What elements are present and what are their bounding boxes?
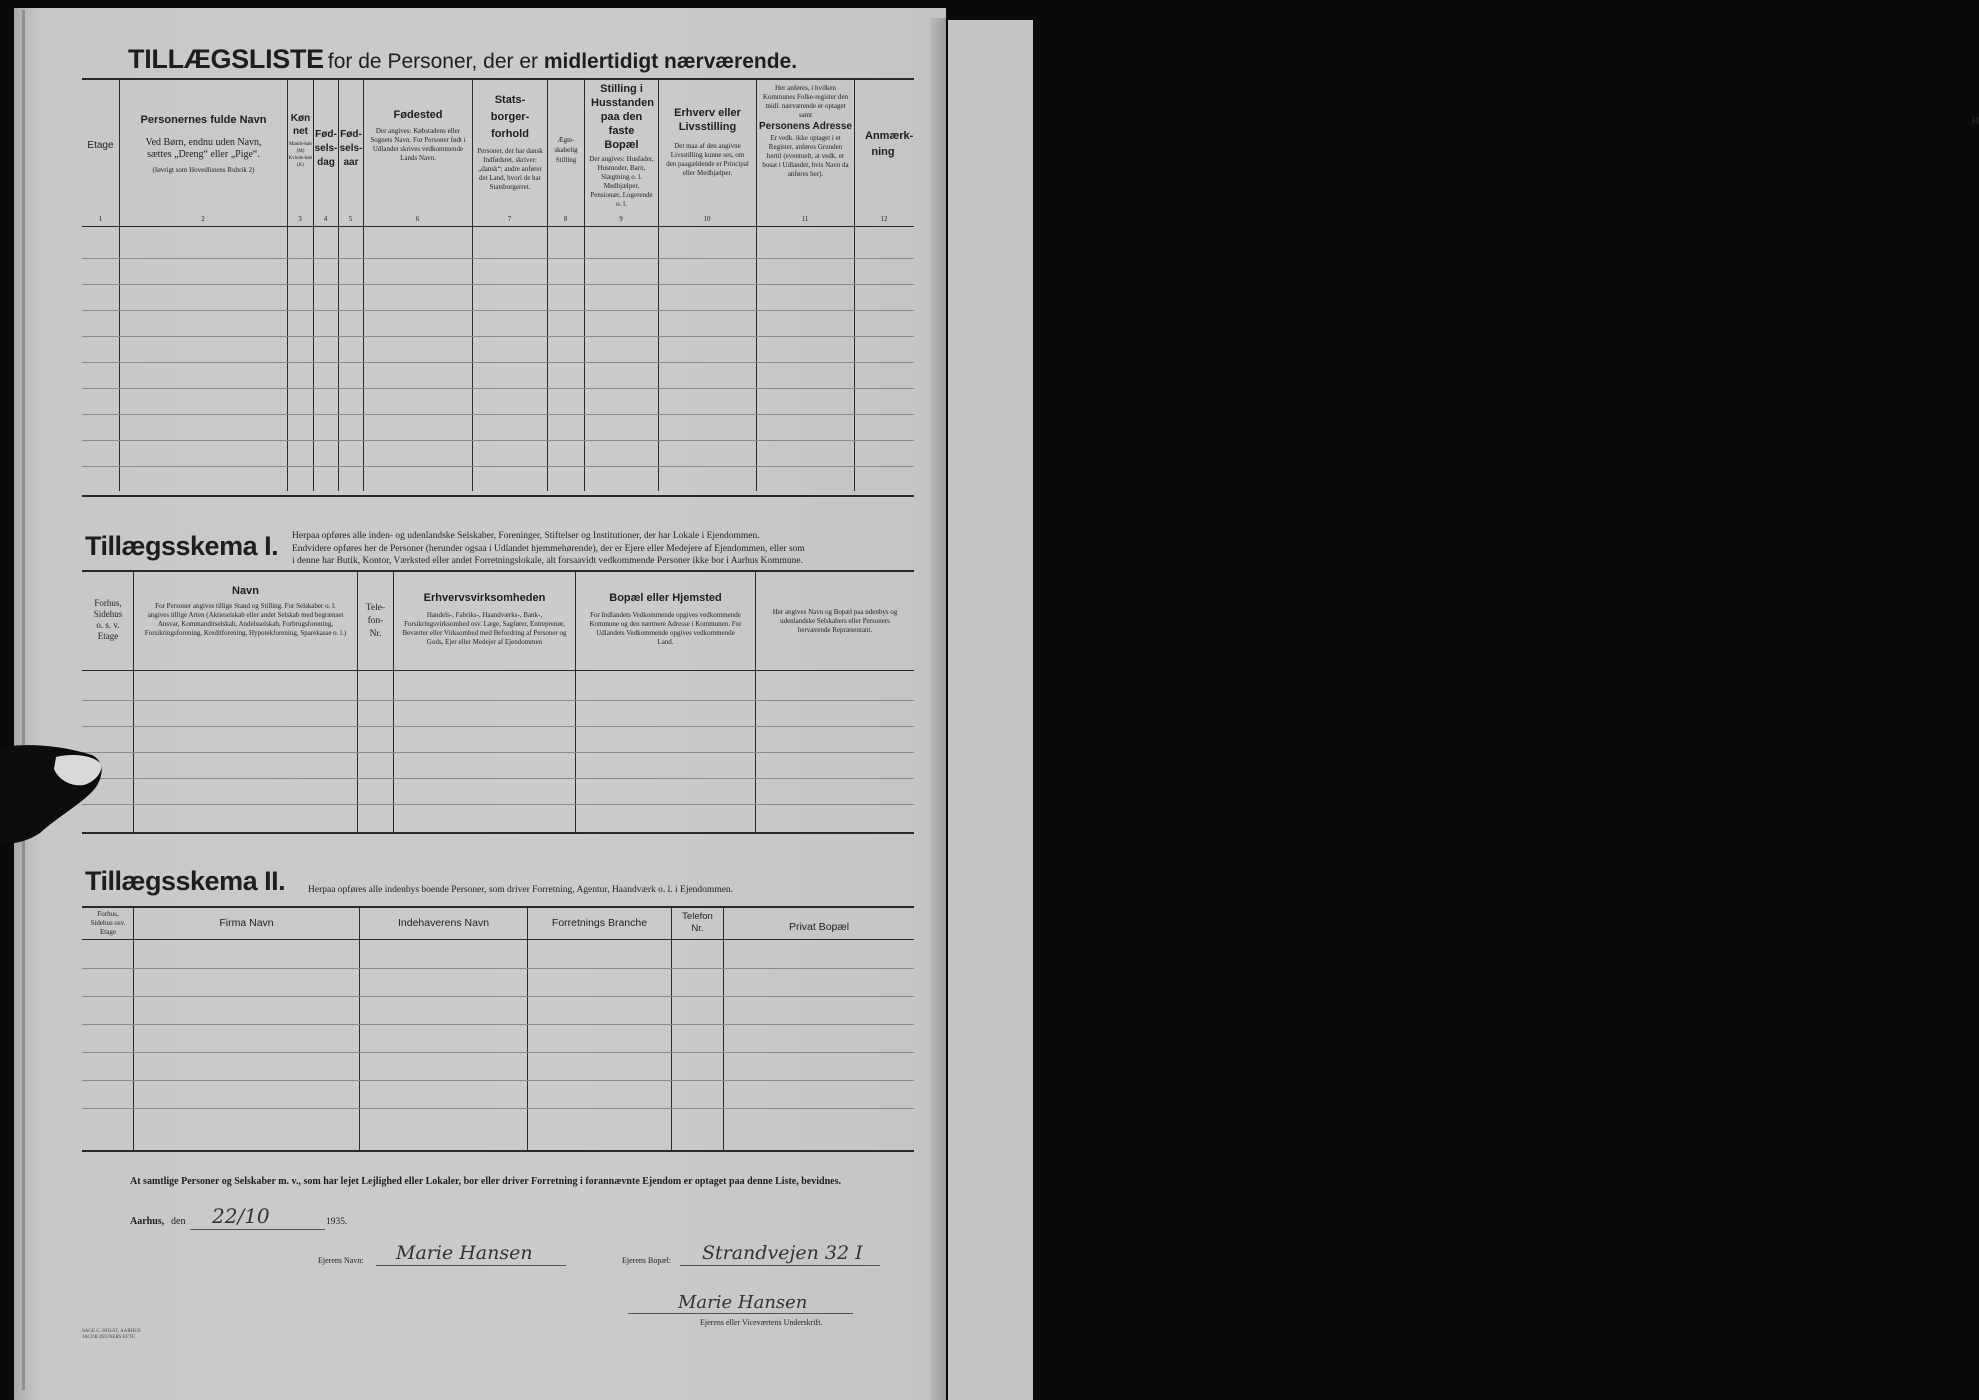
owner-name-label: Ejerens Navn: — [318, 1256, 364, 1265]
col-stilling-note: Der angives: Husfader, Husmoder, Barn, Slægtning o. l. Medhjælper, Pensionær, Logerende o. l. — [589, 155, 654, 208]
s1-bottom-rule — [82, 832, 914, 834]
owner-name-value: Marie Hansen — [396, 1242, 533, 1264]
t1-bottom-rule — [82, 495, 914, 497]
col-fodested-header — [364, 108, 472, 163]
s1-repr-header: Her angives Navn og Bopæl paa udenbys og udenlandske Selskabers eller Personers herværende Repræsentant. — [772, 608, 898, 634]
signature-value: Marie Hansen — [678, 1292, 808, 1313]
col-erhverv-header — [659, 106, 756, 178]
printer-mark: SAGE C. HOLST, AARHUS JACOB ZEUNERS EFTF. — [82, 1329, 141, 1340]
col-statsborger-header — [473, 92, 547, 192]
s2-row-rule — [82, 1080, 914, 1081]
s1-row-rule — [82, 804, 914, 805]
col-adresse-note-top: Her anføres, i hvilken Kommunes Folke-register den midl. nærværende er optaget samt — [762, 84, 849, 119]
col-number: 1 — [98, 215, 103, 223]
s1-telefon-header: Tele-fon-Nr. — [365, 603, 386, 639]
s1-header-rule — [82, 670, 914, 671]
date-handwritten: 22/10 — [212, 1204, 270, 1228]
col-number: 12 — [880, 215, 888, 223]
s2-row-rule — [82, 968, 914, 969]
t1-row-rule — [82, 310, 914, 311]
col-etage-header: Etage — [87, 140, 114, 151]
col-kon-note: Mands-køn (M) Kvinde-køn (K) — [288, 142, 313, 168]
col-number: 3 — [298, 215, 302, 223]
declaration: At samtlige Personer og Selskaber m. v., som har lejet Lejlighed eller Lokaler, bor eller driver Forretning i forannævnte Ejendom er optaget paa denne Liste, bevidnes. — [130, 1176, 841, 1187]
skema2-intro: Herpaa opføres alle indenbys boende Personer, som driver Forretning, Agentur, Haandværk o. l. i Ejendommen. — [308, 885, 734, 895]
s2-col-sep — [723, 907, 724, 1150]
s2-row-rule — [82, 1024, 914, 1025]
s2-col-sep — [133, 907, 134, 1150]
col-navn-header — [121, 113, 286, 174]
next-page — [948, 20, 1979, 1400]
place-label: Aarhus, — [130, 1216, 165, 1227]
col-number: 10 — [703, 215, 711, 223]
title-main: TILLÆGSLISTE — [128, 44, 324, 74]
col-aegteskab-header: Ægte-skabelig Stilling — [554, 136, 578, 164]
col-number: 9 — [619, 215, 623, 223]
s2-etage-header: Forhus, Sidehus osv. Etage — [90, 910, 126, 936]
skema1-intro-line: Endvidere opføres her de Personer (herunder ogsaa i Udlandet hjemmehørende), der er Ejere eller Medejere af Ejendommen, eller som — [292, 543, 805, 554]
signature-line — [628, 1313, 853, 1314]
s1-row-rule — [82, 700, 914, 701]
t1-row-rule — [82, 440, 914, 441]
col-navn-note: Ved Børn, endnu uden Navn, sættes „Dreng“ eller „Pige“. — [145, 137, 262, 160]
col-statsborger-title: Stats-borger-forhold — [490, 94, 530, 140]
t1-col-sep — [119, 79, 120, 491]
s1-row-rule — [82, 726, 914, 727]
col-navn-note2: (Iøvrigt som Hovedlistens Rubrik 2) — [152, 166, 255, 174]
skema1-title: Tillægsskema I. — [85, 531, 279, 561]
t1-header-rule — [82, 226, 914, 227]
col-adresse-note: Er vedk. ikke optaget i et Register, anføres Grunden hertil (eventuelt, at vedk. er bosat i Udlandet, hvis Navn da anføres her). — [762, 134, 849, 178]
t1-row-rule — [82, 362, 914, 363]
next-page-mark: H — [1972, 116, 1979, 127]
s2-firma-header: Firma Navn — [219, 917, 274, 929]
skema1-intro-line: Herpaa opføres alle inden- og udenlandske Selskaber, Foreninger, Stiftelser og Institutioner, der har Lokale i Ejendommen. — [292, 531, 760, 541]
s2-top-rule — [82, 906, 914, 908]
s1-navn-title: Navn — [232, 585, 259, 597]
s2-telefon-header: Telefon Nr. — [682, 911, 713, 934]
date-line — [190, 1229, 325, 1230]
col-stilling-header — [585, 82, 658, 209]
t1-row-rule — [82, 336, 914, 337]
col-kon-header — [288, 112, 313, 169]
col-number: 5 — [348, 215, 353, 223]
s1-erhverv-note: Handels-, Fabriks-, Haandværks-, Bank-, Forsikringsvirksomhed osv. Læge, Sagfører, Entreprenør, Beværter eller Virksomhed med Befordring af Personer og Gods, Ejer eller Medejer af Ejendommen — [402, 611, 567, 646]
page-edge — [930, 18, 946, 1400]
date-year: 1935. — [326, 1217, 348, 1227]
owner-name-line — [376, 1265, 566, 1266]
t1-row-rule — [82, 388, 914, 389]
page-title — [128, 44, 797, 75]
col-fodested-title: Fødested — [393, 109, 443, 121]
col-kon-title: Kønnet — [290, 113, 311, 137]
s2-col-sep — [359, 907, 360, 1150]
s2-col-sep — [527, 907, 528, 1150]
title-rest-bold: midlertidigt nærværende. — [543, 50, 798, 73]
s2-bottom-rule — [82, 1150, 914, 1152]
skema2-title: Tillægsskema II. — [85, 866, 286, 896]
s1-row-rule — [82, 778, 914, 779]
owner-address-label: Ejerens Bopæl: — [622, 1256, 672, 1265]
s1-navn-note: For Personer angives tillige Stand og Stilling. For Selskaber o. l. angives tillige Arten (Aktieselskab eller andet Selskab med begrænset Ansvar, Kommanditselskab, Andelsselskab, Forbrugsforening, Forsikringsforening, Kreditforening, Hypotekforening, Sparekasse o. l.) — [144, 602, 347, 637]
t1-row-rule — [82, 258, 914, 259]
s2-row-rule — [82, 1052, 914, 1053]
t1-row-rule — [82, 284, 914, 285]
thumb-holding-page — [0, 735, 105, 845]
col-statsborger-note: Personer, der har dansk Indfødsret, skriver: „dansk“; andre anfører det Land, hvori de har Statsborgerret. — [477, 147, 543, 191]
col-anmaerkning-header: Anmærk-ning — [865, 130, 914, 158]
s2-branche-header: Forretnings Branche — [551, 917, 648, 929]
s2-row-rule — [82, 1108, 914, 1109]
s1-bopael-note: For Indlandets Vedkommende opgives vedkommende Kommune og den nærmere Adresse i Kommunen. For Udlandets Vedkommende opgives vedkommende Land. — [589, 611, 742, 646]
col-fodselsdag-header: Fød-sels-dag — [314, 129, 338, 168]
signature-label: Ejerens eller Viceværtens Underskrift. — [700, 1318, 823, 1327]
col-number: 2 — [201, 215, 205, 223]
s2-col-sep — [671, 907, 672, 1150]
s1-etage-header: Forhus, Sidehus o. s. v. Etage — [93, 598, 123, 641]
owner-address-line — [680, 1265, 880, 1266]
col-number: 8 — [563, 215, 568, 223]
s1-bopael-header — [576, 591, 755, 647]
col-number: 11 — [801, 215, 809, 223]
s1-top-rule — [82, 570, 914, 572]
col-number: 6 — [415, 215, 420, 223]
col-navn-title: Personernes fulde Navn — [140, 114, 267, 126]
s1-navn-header — [134, 584, 357, 638]
t1-row-rule — [82, 414, 914, 415]
s2-indehaver-header: Indehaverens Navn — [397, 917, 490, 929]
skema1-intro — [292, 530, 917, 568]
owner-address-value: Strandvejen 32 I — [702, 1242, 863, 1264]
skema1-intro-line: i denne har Butik, Kontor, Værksted eller andet Forretningslokale, alt forsaavidt vedkommende Personer ikke bor i Aarhus Kommune. — [292, 556, 804, 566]
t1-row-rule — [82, 466, 914, 467]
s2-bopael-header: Privat Bopæl — [788, 921, 850, 933]
col-fodested-note: Der angives: Købstadens eller Sognets Navn. For Personer født i Udlandet skrives vedkommende Lands Navn. — [370, 127, 466, 162]
col-number: 7 — [507, 215, 512, 223]
col-number: 4 — [323, 215, 328, 223]
s1-row-rule — [82, 752, 914, 753]
col-adresse-title: Personens Adresse — [758, 121, 852, 132]
s1-erhverv-title: Erhvervsvirksomheden — [423, 592, 546, 604]
col-erhverv-note: Det maa af den angivne Livsstilling kunne ses, om den paagældende er Principal eller Medhjælper. — [666, 142, 749, 177]
title-rest: for de Personer, der er — [327, 50, 544, 73]
col-fodselsaar-header: Fød-sels-aar — [339, 129, 363, 168]
date-den: den — [171, 1216, 186, 1227]
col-stilling-title: Stilling i Husstanden paa den faste Bopæl — [591, 83, 654, 151]
col-adresse-header — [757, 84, 854, 179]
s2-row-rule — [82, 996, 914, 997]
t1-top-rule — [82, 78, 914, 80]
s2-header-rule — [82, 939, 914, 940]
col-erhverv-title: Erhverv eller Livsstilling — [674, 107, 741, 133]
s1-bopael-title: Bopæl eller Hjemsted — [609, 592, 722, 604]
binding-spine — [22, 10, 25, 1390]
s1-erhverv-header — [394, 591, 575, 647]
